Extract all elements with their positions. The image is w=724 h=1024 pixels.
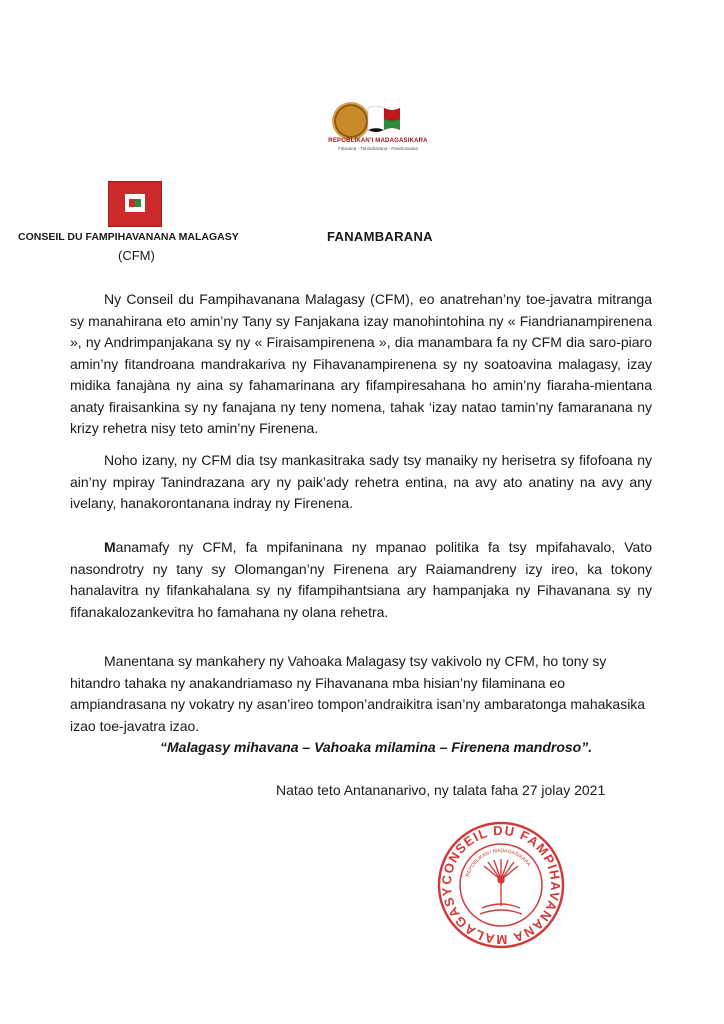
emblem-subcaption: Fitiavana - Tanindrazana - Fandrosoana — [338, 146, 418, 151]
cfm-emblem-icon — [129, 199, 141, 207]
paragraph-3: Manamafy ny CFM, fa mpifaninana ny mpanao politika fa tsy mpifahavalo, Vato nasondrotry ny tany sy Olomangan’ny Firenena ary Raiamandreny izy ireo, ka tokony hanalavitra ny fifankahalana sy ny fifampihantsiana ary hampanjaka ny Fihavanana sy ny fifanakalozankevitra ho famahana ny olana rehetra. — [70, 539, 652, 620]
traveller-palm-icon — [480, 859, 522, 914]
republic-seal-icon — [332, 102, 370, 140]
cfm-logo — [108, 181, 162, 227]
republic-emblem — [300, 92, 460, 162]
organization-name: CONSEIL DU FAMPIHAVANANA MALAGASY — [18, 231, 239, 243]
emblem-caption: REPOBLIKAN'I MADAGASIKARA — [328, 138, 428, 144]
official-stamp — [436, 820, 566, 950]
stamp-inner-text: REPOBLIKAN'I MADAGASIKARA — [465, 847, 532, 878]
paragraph-2: Noho izany, ny CFM dia tsy mankasitraka sady tsy manaiky ny herisetra sy fifofoana ny ain’ny mpiray Tanindrazana ary ny paik’ady rehetra entina, na avy ato anatiny na avy any ivelany, hanakorontanana indray ny Firenena. — [70, 452, 652, 511]
stamp-outer-text: CONSEIL DU FAMPIHAVANANA MALAGASY — [438, 822, 564, 948]
date-line: Natao teto Antananarivo, ny talata faha 27 jolay 2021 — [276, 782, 606, 798]
organization-abbr: (CFM) — [118, 248, 155, 263]
paragraph-1: Ny Conseil du Fampihavanana Malagasy (CFM), eo anatrehan’ny toe-javatra mitranga sy manahirana eto amin’ny Tany sy Fanjakana izay manohintohina ny « Fiandrianampirenena », ny Andrimpanjakana sy ny « Firaisampirenena », dia manambara fa ny CFM dia saro-piaro amin’ny fitandroana mandrakariva ny Fihavanampirenena sy ny soatoavina malagasy, izay midika fanajàna ny aina sy fahamarinana ary fifampiresahana ho amin’ny fiaraha-mientana anaty firaisankina sy ny fanajana ny teny nomena, tahak ‘izay natao tamin’ny famaranana ny krizy rehetra nisy teto amin’ny Firenena. — [70, 291, 652, 436]
motto: “Malagasy mihavana – Vahoaka milamina – Firenena mandroso”. — [160, 739, 593, 755]
document-title: FANAMBARANA — [327, 229, 433, 244]
paragraph-3-initial: M — [104, 539, 116, 555]
paragraph-4: Manentana sy mankahery ny Vahoaka Malagasy tsy vakivolo ny CFM, ho tony sy hitandro tahaka ny anakandriamaso ny Fihavanana mba hisian’ny filaminana eo ampiandrasana ny vokatry ny asan’ireo tompon’andraikitra isan’ny ambaratonga mahakasika izao toe-javatra izao. — [70, 653, 646, 734]
madagascar-flag-icon — [366, 104, 400, 134]
